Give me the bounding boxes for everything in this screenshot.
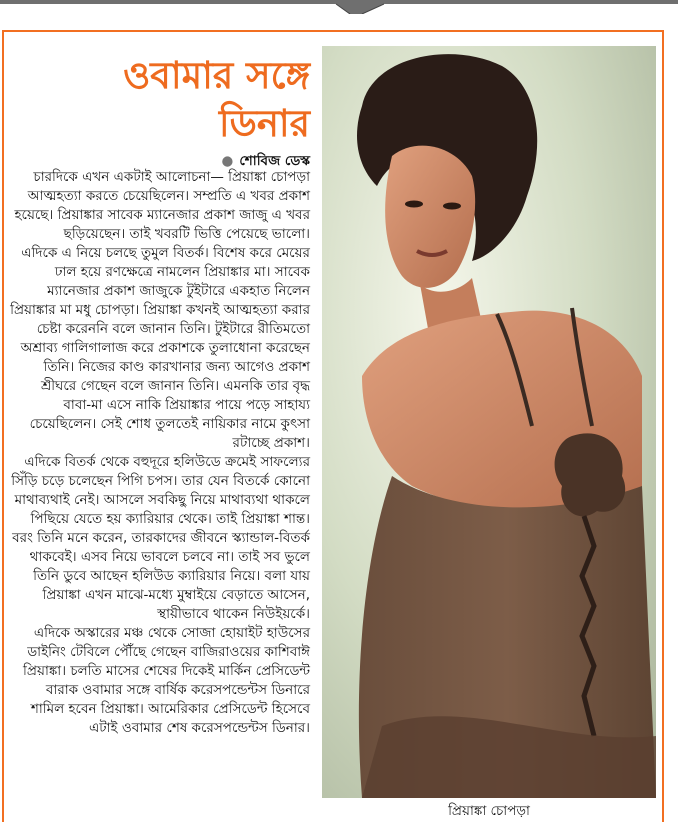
byline-text: শোবিজ ডেস্ক — [239, 153, 310, 169]
headline-line-2: ডিনার — [219, 102, 310, 145]
bullet-icon: ● — [221, 153, 234, 169]
page-top-band — [0, 0, 678, 14]
photo-caption: প্রিয়াঙ্কা চোপড়া — [448, 803, 530, 819]
article-body — [10, 168, 310, 738]
article-photo — [322, 46, 656, 798]
article-paragraph: এদিকে এ নিয়ে চলছে তুমুল বিতর্ক। বিশেষ করে মেয়ের ঢাল হয়ে রণক্ষেত্রে নামলেন প্রিয়াঙ্কার মা। সাবেক ম্যানেজার প্রকাশ জাজুকে টুইটারে একহাত নিলেন প্রিয়াঙ্কার মা মধু চোপড়া। প্রিয়াঙ্কা কখনই আত্মহত্যা করার চেষ্টা করেননি বলে জানান তিনি। টুইটারে রীতিমতো অশ্রাব্য গালিগালাজ করে প্রকাশকে তুলাধোনা করেছেন তিনি। নিজের কাণ্ড কারখানার জন্য আগেও প্রকাশ শ্রীঘরে গেছেন বলে জানান তিনি। এমনকি তার বৃদ্ধ বাবা-মা এসে নাকি প্রিয়াঙ্কার পায়ে পড়ে সাহায্য চেয়েছিলেন। সেই শোধ তুলতেই নায়িকার নামে কুৎসা রটাচ্ছে প্রকাশ। — [10, 245, 310, 451]
headline-line-1: ওবামার সঙ্গে — [123, 54, 310, 97]
article-paragraph: এদিকে বিতর্ক থেকে বহুদূরে হলিউডে ক্রমেই সাফল্যের সিঁড়ি চড়ে চলেছেন পিগি চপস। তার যেন বিতর্কে কোনো মাথাব্যথাই নেই। আসলে সবকিছু নিয়ে মাথাব্যথা থাকলে পিছিয়ে যেতে হয় ক্যারিয়ার থেকে। তাই প্রিয়াঙ্কা শান্ত। বরং তিনি মনে করেন, তারকাদের জীবনে স্ক্যান্ডাল-বিতর্ক থাকবেই। এসব নিয়ে ভাবলে চলবে না। তাই সব ভুলে তিনি ডুবে আছেন হলিউড ক্যারিয়ার নিয়ে। বলা যায় প্রিয়াঙ্কা এখন মাঝে-মধ্যে মুম্বাইয়ে বেড়াতে আসেন, স্থায়ীভাবে থাকেন নিউইয়র্কে। — [11, 454, 310, 622]
article-paragraph: চারদিকে এখন একটাই আলোচনা— প্রিয়াঙ্কা চোপড়া আত্মহত্যা করতে চেয়েছিলেন। সম্প্রতি এ খবর প্রকাশ হয়েছে। প্রিয়াঙ্কার সাবেক ম্যানেজার প্রকাশ জাজু এ খবর ছড়িয়েছেন। তাই খবরটি ভিত্তি পেয়েছে ভালো। — [14, 169, 310, 242]
article-headline — [20, 52, 310, 148]
portrait-illustration — [322, 46, 656, 798]
article-paragraph: এদিকে অস্কারের মঞ্চ থেকে সোজা হোয়াইট হাউসের ডাইনিং টেবিলে পৌঁছে গেছেন বাজিরাওয়ের কাশিবাঈ প্রিয়াঙ্কা। চলতি মাসের শেষের দিকেই মার্কিন প্রেসিডেন্ট বারাক ওবামার সঙ্গে বার্ষিক করেসপন্ডেন্টস ডিনারে শামিল হবেন প্রিয়াঙ্কা। আমেরিকার প্রেসিডেন্ট হিসেবে এটাই ওবামার শেষ করেসপন্ডেন্টস ডিনার। — [23, 625, 310, 736]
